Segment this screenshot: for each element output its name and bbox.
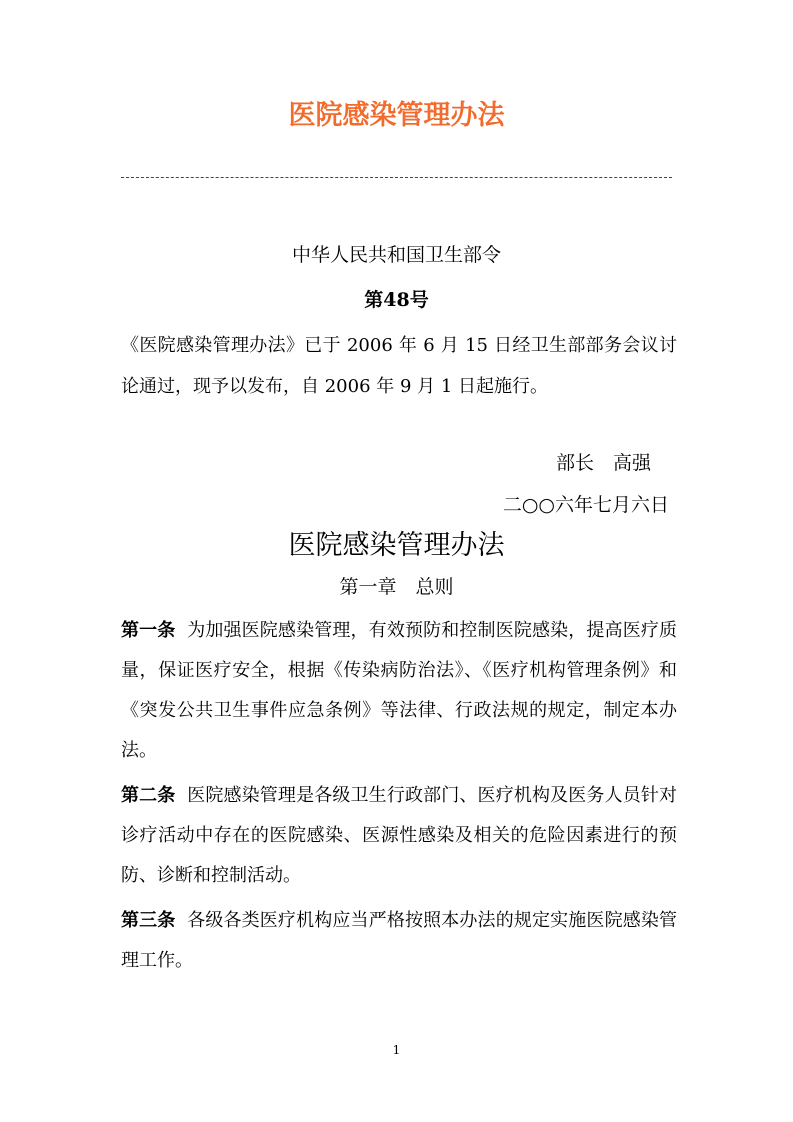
article-1-head: 第一条: [121, 620, 176, 641]
decree-number: 第48号: [364, 289, 429, 311]
article-1-text: 为加强医院感染管理，有效预防和控制医院感染，提高医疗质量，保证医疗安全，根据《传染病防治法》、《医疗机构管理条例》和《突发公共卫生事件应急条例》等法律、行政法规的规定，制定本办法。: [121, 620, 678, 761]
decree-announcement: 《医院感染管理办法》已于 2006 年 6 月 15 日经卫生部部务会议讨论通过，现予以发布，自 2006 年 9 月 1 日起施行。: [121, 335, 677, 397]
article-3-text: 各级各类医疗机构应当严格按照本办法的规定实施医院感染管理工作。: [121, 910, 678, 971]
article-3: [121, 901, 677, 981]
page-number: 1: [392, 1043, 401, 1057]
decree-issuer: 中华人民共和国卫生部令: [291, 244, 501, 266]
regulation-title: 医院感染管理办法: [288, 530, 505, 561]
article-list: [121, 611, 677, 986]
article-gap: [175, 910, 187, 931]
decree-signer: 部长 高强: [555, 452, 651, 474]
chapter-heading: 第一章 总则: [339, 576, 454, 598]
decree-date: 二○○六年七月六日: [502, 494, 669, 516]
article-1: [121, 611, 677, 771]
article-gap: [175, 620, 187, 641]
document-top-title: 医院感染管理办法: [288, 100, 505, 131]
article-3-head: 第三条: [121, 910, 176, 931]
article-gap: [175, 785, 187, 806]
article-2-head: 第二条: [121, 785, 176, 806]
title-divider: [121, 177, 672, 178]
article-2-text: 医院感染管理是各级卫生行政部门、医疗机构及医务人员针对诊疗活动中存在的医院感染、医源性感染及相关的危险因素进行的预防、诊断和控制活动。: [121, 785, 678, 886]
article-2: [121, 776, 677, 896]
